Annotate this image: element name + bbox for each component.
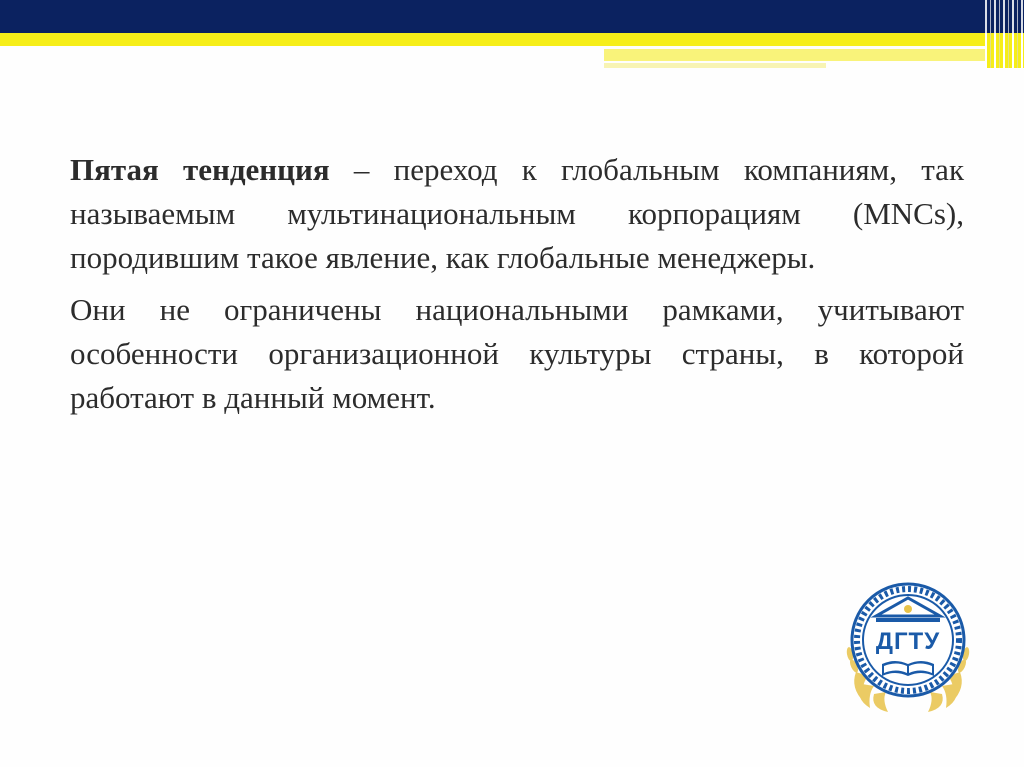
logo-text: ДГТУ: [875, 628, 941, 655]
slide-body: [70, 148, 964, 428]
paragraph-text: – переход к глобальным компаниям, так называемым мультинациональным корпорациям (MNCs), породившим такое явление, как глобальные менеджеры.: [70, 152, 965, 275]
header-stripes-lower: [985, 33, 1024, 68]
paragraph-fifth-trend: [70, 148, 964, 280]
paragraph-bold-lead: Пятая тенденция: [70, 152, 330, 187]
university-emblem-icon: [846, 580, 970, 714]
header-banner-yellow: [0, 33, 1024, 46]
paragraph-text: Они не ограничены национальными рамками, учитывают особенности организационной культуры страны, в которой работают в данный момент.: [70, 292, 964, 415]
header-banner-navy: [0, 0, 1024, 33]
header-accent-bar-thin: [604, 63, 826, 68]
paragraph-global-managers: [70, 288, 964, 420]
header-accent-bar: [604, 49, 1024, 61]
